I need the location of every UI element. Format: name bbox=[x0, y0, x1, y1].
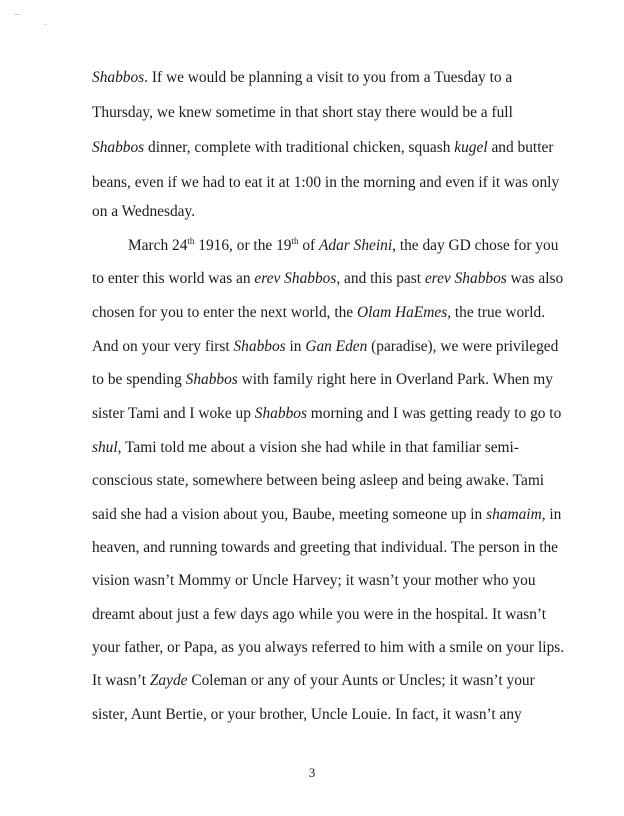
ordinal-suffix: th bbox=[187, 235, 195, 246]
italic-term: Shabbos bbox=[185, 371, 238, 388]
text-line-15 bbox=[92, 538, 558, 558]
italic-term: kugel bbox=[454, 139, 488, 156]
text-run: , and this past bbox=[336, 270, 425, 287]
text-run: . If we would be planning a visit to you from a Tuesday to a bbox=[144, 69, 513, 86]
text-line-10 bbox=[92, 370, 553, 390]
text-run: dreamt about just a few days ago while you were in the hospital. It wasn’t bbox=[92, 606, 547, 623]
text-run: morning and I was getting ready to go to bbox=[306, 405, 562, 422]
text-run: of bbox=[298, 237, 320, 254]
text-line-8 bbox=[92, 303, 545, 323]
italic-term: Gan Eden bbox=[305, 338, 368, 355]
text-line-11 bbox=[92, 404, 561, 424]
ordinal-suffix: th bbox=[291, 235, 299, 246]
italic-term: shamaim bbox=[486, 506, 542, 523]
text-run: Thursday, we knew sometime in that short stay there would be a full bbox=[92, 104, 513, 121]
italic-term: shul bbox=[92, 439, 118, 456]
text-run: Coleman or any of your Aunts or Uncles; it wasn’t your bbox=[187, 672, 535, 689]
italic-term: Shabbos bbox=[233, 338, 286, 355]
text-run: sister Tami and I woke up bbox=[92, 405, 255, 422]
italic-term: Shabbos bbox=[92, 139, 145, 156]
page-number: 3 bbox=[308, 765, 316, 780]
scan-mark bbox=[44, 24, 47, 25]
text-run: heaven, and running towards and greeting that individual. The person in the bbox=[92, 539, 559, 556]
text-run: dinner, complete with traditional chicken, squash bbox=[144, 139, 455, 156]
text-run: 1916, or the 19 bbox=[194, 237, 292, 254]
text-line-18 bbox=[92, 638, 564, 658]
text-line-3 bbox=[92, 138, 553, 158]
text-run: said she had a vision about you, Baube, meeting someone up in bbox=[92, 506, 487, 523]
text-run: It wasn’t bbox=[92, 672, 150, 689]
italic-term: Shabbos bbox=[92, 69, 145, 86]
scan-mark bbox=[14, 14, 20, 15]
text-run: with family right here in Overland Park. When my bbox=[237, 371, 553, 388]
text-run: (paradise), we were privileged bbox=[367, 338, 559, 355]
text-line-20 bbox=[92, 705, 522, 725]
text-run: , the true world. bbox=[447, 304, 546, 321]
text-line-19 bbox=[92, 671, 535, 691]
text-line-17 bbox=[92, 605, 546, 625]
text-line-2 bbox=[92, 103, 513, 123]
text-run: conscious state, somewhere between being asleep and being awake. Tami bbox=[92, 472, 545, 489]
text-line-1 bbox=[92, 68, 512, 88]
text-run: your father, or Papa, as you always referred to him with a smile on your lips. bbox=[92, 639, 565, 656]
text-run: on a Wednesday. bbox=[92, 203, 196, 220]
text-line-16 bbox=[92, 571, 536, 591]
italic-term: Adar Sheini bbox=[319, 237, 393, 254]
text-line-4 bbox=[92, 173, 559, 193]
italic-term: erev Shabbos bbox=[424, 270, 507, 287]
text-line-12 bbox=[92, 438, 519, 458]
text-run: And on your very first bbox=[92, 338, 234, 355]
italic-term: Shabbos bbox=[254, 405, 307, 422]
text-line-13 bbox=[92, 471, 544, 491]
italic-term: erev Shabbos bbox=[254, 270, 337, 287]
text-run: , in bbox=[541, 506, 562, 523]
text-run: to enter this world was an bbox=[92, 270, 255, 287]
text-line-9 bbox=[92, 337, 558, 357]
text-run: and butter bbox=[487, 139, 554, 156]
text-run: March 24 bbox=[128, 237, 188, 254]
text-line-14 bbox=[92, 505, 561, 525]
text-run: in bbox=[285, 338, 306, 355]
text-run: sister, Aunt Bertie, or your brother, Uncle Louie. In fact, it wasn’t any bbox=[92, 706, 522, 723]
text-run: , the day GD chose for you bbox=[392, 237, 559, 254]
text-run: vision wasn’t Mommy or Uncle Harvey; it wasn’t your mother who you bbox=[92, 572, 536, 589]
text-run: beans, even if we had to eat it at 1:00 in the morning and even if it was only bbox=[92, 174, 560, 191]
text-run: was also bbox=[506, 270, 564, 287]
text-line-5 bbox=[92, 202, 195, 222]
paragraph-start-line bbox=[128, 236, 558, 256]
italic-term: Zayde bbox=[149, 672, 188, 689]
text-run: , Tami told me about a vision she had while in that familiar semi- bbox=[117, 439, 519, 456]
italic-term: Olam HaEmes bbox=[357, 304, 448, 321]
text-line-7 bbox=[92, 269, 563, 289]
text-run: to be spending bbox=[92, 371, 186, 388]
text-run: chosen for you to enter the next world, the bbox=[92, 304, 357, 321]
